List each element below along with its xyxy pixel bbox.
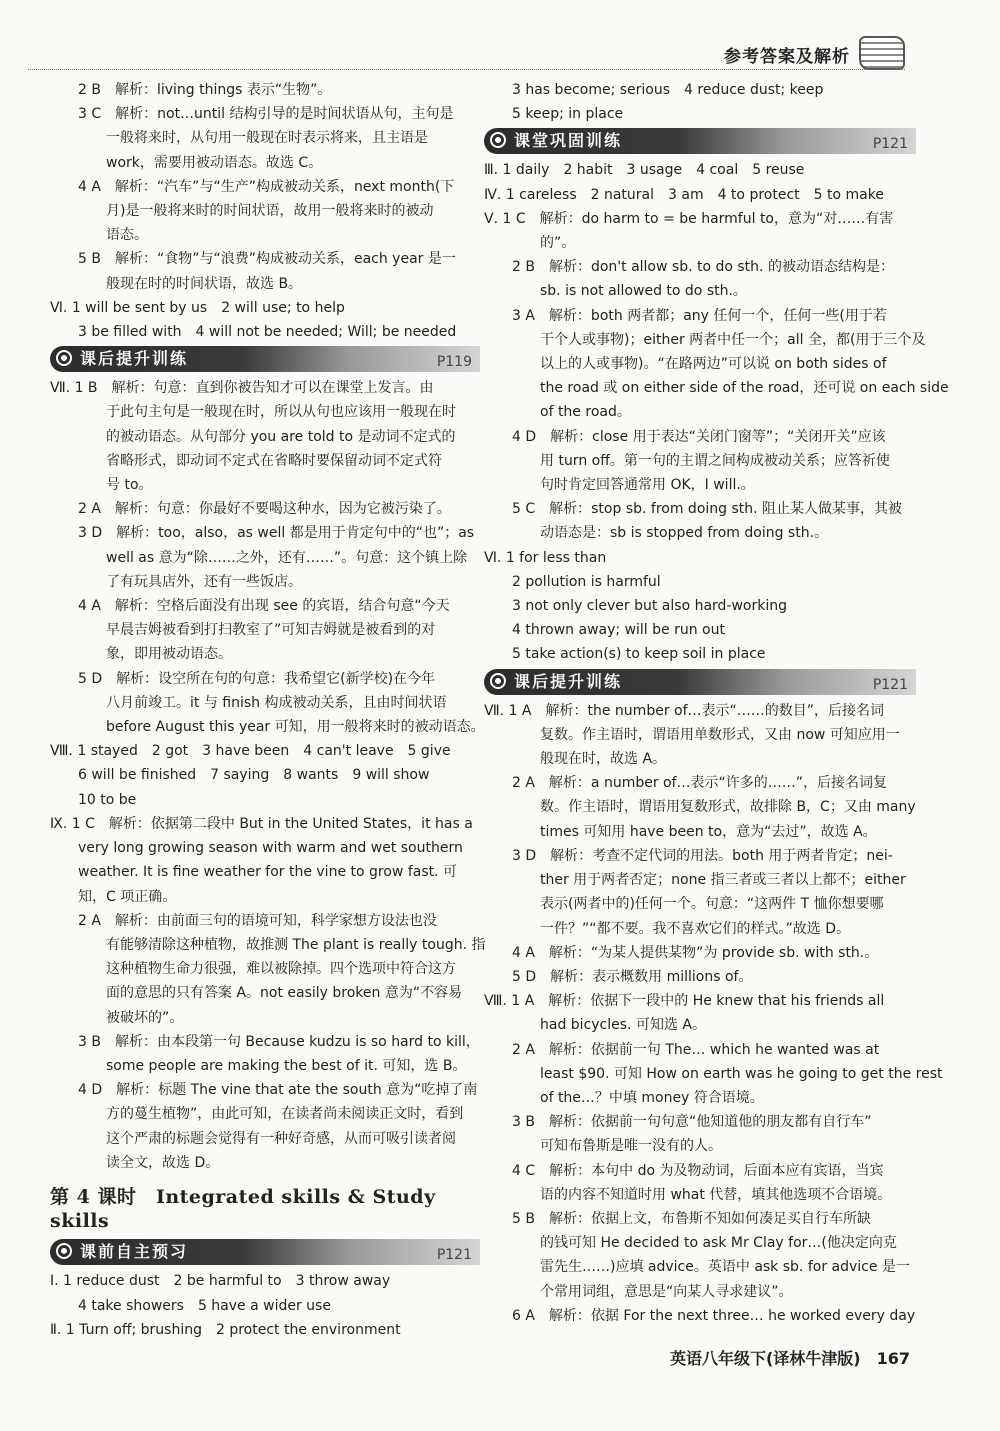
answer-line: 读全文，故选 D。 [106,1154,220,1171]
answer-line: 语态。 [106,227,148,244]
answer-line: Ⅶ. 1 A 解析：the number of…表示“……的数目”，后接名词 [484,702,885,719]
answer-line: 般现在时，故选 A。 [540,751,667,768]
answer-line: 八月前竣工。it 与 finish 构成被动关系，且由时间状语 [106,694,447,711]
answer-line: 可知布鲁斯是唯一没有的人。 [540,1138,722,1155]
answer-line: of the…？中填 money 符合语境。 [540,1089,764,1106]
section-banner [50,1239,480,1265]
answer-line: 4 C 解析：本句中 do 为及物动词，后面本应有宾语，当宾 [512,1162,884,1179]
answer-line: 5 D 解析：设空所在句的句意：我希望它(新学校)在今年 [78,670,436,687]
answer-line: 面的意思的只有答案 A。not easily broken 意为“不容易 [106,985,463,1002]
answer-line: 4 A 解析：“为某人提供某物”为 provide sb. with sth.。 [512,944,879,961]
right-column [484,78,949,1328]
section-title: 课堂巩固训练 [514,131,623,151]
section-banner [484,128,916,154]
answer-line: 3 A 解析：both 两者都；any 任何一个，任何一些(用于若 [512,307,887,324]
answer-line: 了有玩具店外，还有一些饭店。 [106,573,302,590]
answer-line: Ⅶ. 1 B 解析：句意：直到你被告知才可以在课堂上发言。由 [50,380,434,397]
answer-line: 这个严肃的标题会觉得有一种好奇感，从而可吸引读者阅 [106,1130,456,1147]
answer-line: 3 C 解析：not…until 结构引导的是时间状语从句，主句是 [78,106,454,123]
answer-line: sb. is not allowed to do sth.。 [540,283,747,300]
answer-line: 2 A 解析：a number of…表示“许多的……”，后接名词复 [512,775,888,792]
answer-line: had bicycles. 可知选 A。 [540,1017,706,1034]
answer-line: 2 A 解析：句意：你最好不要喝这种水，因为它被污染了。 [78,501,451,518]
answer-line: 4 D 解析：标题 The vine that ate the south 意为“吃掉了南 [78,1082,478,1099]
answer-line: 4 thrown away; will be run out [512,622,725,639]
answer-line: 5 keep; in place [512,106,624,123]
section-page-ref: P121 [436,1247,472,1264]
answer-line: 5 take action(s) to keep soil in place [512,646,766,663]
answer-line: ther 用于两者否定；none 指三者或三者以上都不；either [540,872,906,889]
answer-line: 6 will be finished 7 saying 8 wants 9 will show [78,767,430,784]
answer-line: 月)是一般将来时的时间状语，故用一般将来时的被动 [106,203,434,220]
answer-line: Ⅴ. 1 C 解析：do harm to = be harmful to，意为“对……有害 [484,210,894,227]
answer-line: 被破坏的”。 [106,1009,184,1026]
answer-line: 的被动语态。从句部分 you are told to 是动词不定式的 [106,428,456,445]
answer-line: 用 turn off。第一句的主谓之间构成被动关系；应答祈使 [540,452,890,469]
section-bullet-icon [56,1243,72,1259]
answer-line: 省略形式，即动词不定式在省略时要保留动词不定式符 [106,452,442,469]
lesson-title: 第 4 课时 Integrated skills & Study skills [50,1185,436,1233]
answer-line: 个常用词组，意思是“向某人寻求建议”。 [540,1283,793,1300]
answer-line: 10 to be [78,791,137,808]
answer-line: 以上的人或事物)。“在路两边”可以说 on both sides of [540,356,887,373]
answer-line: before August this year 可知，用一般将来时的被动语态。 [106,719,485,736]
answer-line: Ⅳ. 1 careless 2 natural 3 am 4 to protect 5 to make [484,186,884,203]
answer-line: 5 B 解析：“食物”与“浪费”构成被动关系，each year 是一 [78,251,456,268]
section-bullet-icon [490,132,506,148]
answer-line: 数。作主语时，谓语用复数形式，故排除 B，C；又由 many [540,799,916,816]
answer-line: 于此句主句是一般现在时，所以从句也应该用一般现在时 [106,404,456,421]
answer-line: Ⅷ. 1 stayed 2 got 3 have been 4 can't leave 5 give [50,743,451,760]
page-footer: 英语八年级下(译林牛津版) 167 [669,1349,910,1368]
answer-line: Ⅱ. 1 Turn off; brushing 2 protect the environment [50,1321,401,1338]
answer-line: 5 D 解析：表示概数用 millions of。 [512,968,753,985]
answer-line: 3 B 解析：依据前一句句意“他知道他的朋友都有自行车” [512,1114,872,1131]
answer-line: very long growing season with warm and wet southern [78,840,463,857]
answer-line: 号 to。 [106,477,153,494]
answer-line: 3 not only clever but also hard-working [512,598,788,615]
answer-line: 5 B 解析：依据上文，布鲁斯不知如何凑足买自行车所缺 [512,1210,871,1227]
answer-line: times 可知用 have been to，意为“去过”，故选 A。 [540,823,877,840]
answer-line: 一件？”“都不要。我不喜欢它们的样式。”故选 D。 [540,920,850,937]
answer-line: Ⅷ. 1 A 解析：依据下一段中的 He knew that his friends all [484,993,885,1010]
answer-line: 2 B 解析：don't allow sb. to do sth. 的被动语态结构是： [512,259,894,276]
answer-line: 句时肯定回答通常用 OK，I will.。 [540,477,755,494]
answer-line: 5 C 解析：stop sb. from doing sth. 阻止某人做某事，其被 [512,501,903,518]
answer-line: Ⅸ. 1 C 解析：依据第二段中 But in the United States，it has a [50,815,473,832]
answer-line: 动语态是：sb is stopped from doing sth.。 [540,525,829,542]
answer-line: 般现在时的时间状语，故选 B。 [106,275,303,292]
answer-line: Ⅵ. 1 will be sent by us 2 will use; to help [50,299,345,316]
answer-line: 3 D 解析：考查不定代词的用法。both 用于两者肯定；nei- [512,847,893,864]
section-title: 课前自主预习 [80,1242,189,1262]
section-title: 课后提升训练 [80,349,189,369]
answer-line: least $90. 可知 How on earth was he going to get the rest [540,1065,943,1082]
answer-line: 4 A 解析：空格后面没有出现 see 的宾语，结合句意“今天 [78,598,450,615]
answer-line: 3 has become; serious 4 reduce dust; keep [512,82,824,98]
answer-line: Ⅰ. 1 reduce dust 2 be harmful to 3 throw away [50,1273,391,1290]
header-divider [28,69,905,70]
section-page-ref: P121 [872,676,908,693]
section-title: 课后提升训练 [514,671,623,691]
answer-line: of the road。 [540,404,631,421]
answer-line: 早晨吉姆被看到打扫教室了”可知吉姆就是被看到的对 [106,622,436,639]
answer-line: weather. It is fine weather for the vine to grow fast. 可 [78,864,458,881]
answer-line: some people are making the best of it. 可知，选 B。 [106,1057,467,1074]
answer-line: 雷先生……)应填 advice。英语中 ask sb. for advice 是一 [540,1259,910,1276]
section-banner [484,669,916,695]
answer-line: 2 A 解析：依据前一句 The… which he wanted was at [512,1041,880,1058]
answer-line: 的钱可知 He decided to ask Mr Clay for…(他决定向克 [540,1235,897,1252]
answer-line: 4 take showers 5 have a wider use [78,1297,331,1314]
answer-line: well as 意为“除……之外，还有……”。句意：这个镇上除 [106,549,468,566]
answer-line: work，需要用被动语态。故选 C。 [106,154,323,171]
answer-line: 表示(两者中的)任何一个。句意：“这两件 T 恤你想要哪 [540,896,884,913]
answer-line: 语的内容不知道时用 what 代替，填其他选项不合语境。 [540,1186,892,1203]
answer-line: 的”。 [540,235,576,252]
section-page-ref: P119 [436,354,472,371]
answer-line: 复数。作主语时，谓语用单数形式，又由 now 可知应用一 [540,726,900,743]
page-header [0,36,1000,76]
answer-line: 2 pollution is harmful [512,573,661,590]
answer-line: 2 B 解析：living things 表示“生物”。 [78,82,332,98]
answer-line: Ⅵ. 1 for less than [484,549,607,566]
book-logo-icon [859,36,905,70]
answer-line: 象，即用被动语态。 [106,646,232,663]
section-bullet-icon [56,350,72,366]
answer-line: 3 D 解析：too，also，as well 都是用于肯定句中的“也”；as [78,525,475,542]
answer-line: Ⅲ. 1 daily 2 habit 3 usage 4 coal 5 reuse [484,162,805,179]
answer-line: 2 A 解析：由前面三句的语境可知，科学家想方设法也没 [78,912,437,929]
answer-line: 3 B 解析：由本段第一句 Because kudzu is so hard to kill， [78,1033,480,1050]
header-title: 参考答案及解析 [724,47,850,67]
section-banner [50,346,480,372]
answer-line: 这种植物生命力很强，难以被除掉。四个选项中符合这方 [106,961,456,978]
answer-line: 有能够清除这种植物，故推测 The plant is really tough. 指 [106,936,486,953]
answer-line: the road 或 on either side of the road，还可说 on each side [540,380,949,397]
section-page-ref: P121 [872,136,908,153]
section-bullet-icon [490,673,506,689]
answer-line: 3 be filled with 4 will not be needed; Will; be needed [78,324,457,341]
answer-line: 干个人或事物)；either 两者中任一个；all 全，都(用于三个及 [540,331,926,348]
answer-line: 方的蔓生植物”，由此可知，在读者尚未阅读正文时，看到 [106,1106,464,1123]
answer-line: 6 A 解析：依据 For the next three… he worked every day [512,1307,916,1324]
answer-line: 4 D 解析：close 用于表达“关闭门窗等”；“关闭开关”应该 [512,428,886,445]
left-column [50,78,486,1342]
answer-line: 4 A 解析：“汽车”与“生产”构成被动关系，next month(下 [78,178,455,195]
answer-line: 知，C 项正确。 [78,888,177,905]
answer-line: 一般将来时，从句用一般现在时表示将来，且主语是 [106,130,428,147]
